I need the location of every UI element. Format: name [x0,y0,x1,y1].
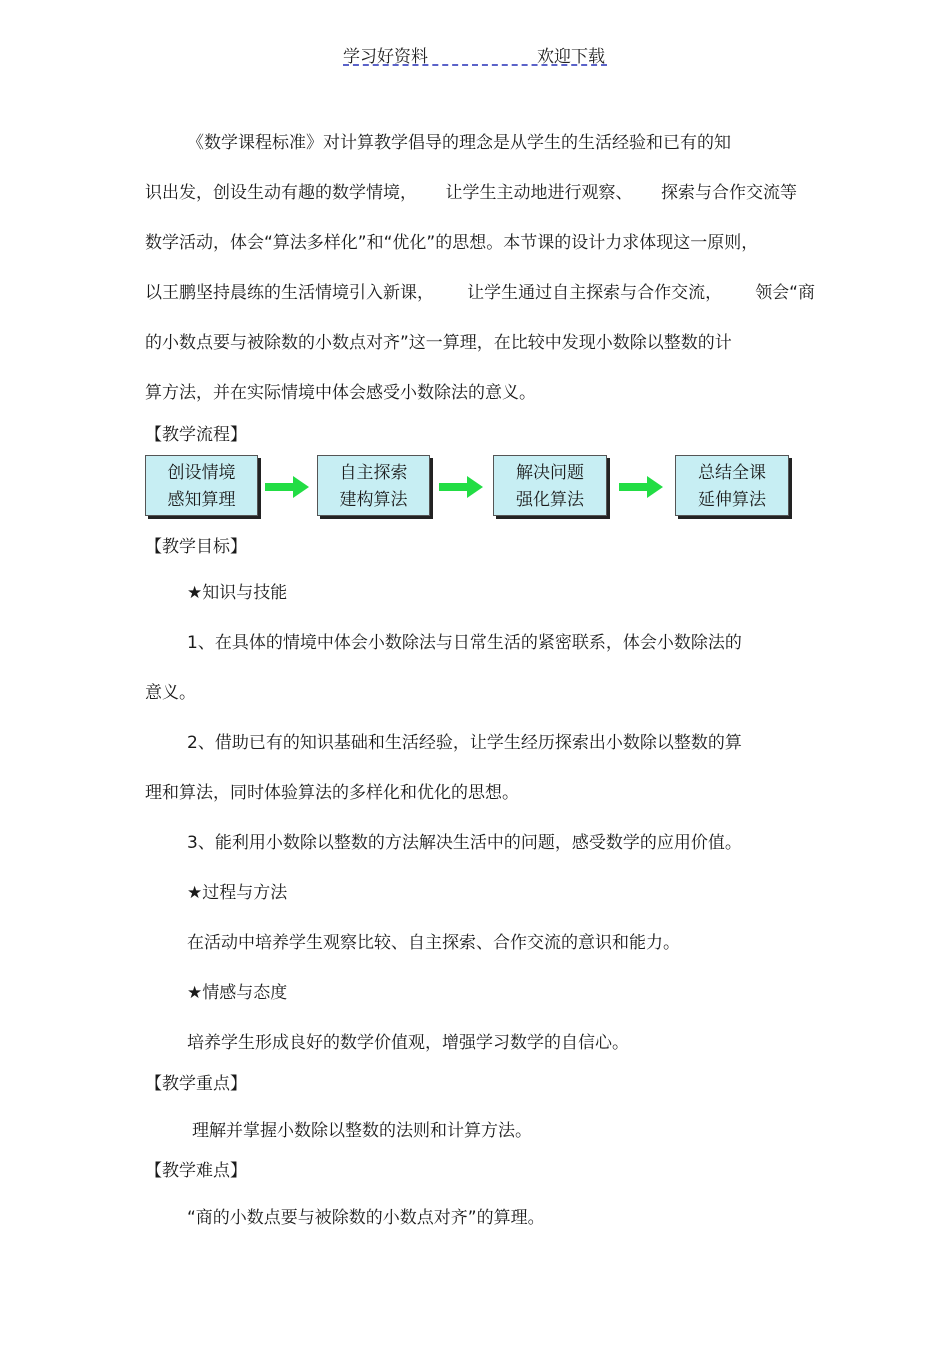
intro-line-4 [145,282,815,304]
intro-line-5: 的小数点要与被除数的小数点对齐”这一算理，在比较中发现小数除以整数的计 [145,333,732,353]
emotion-title: ★情感与态度 [187,983,288,1003]
goal-item-2-line1: 2、借助已有的知识基础和生活经验，让学生经历探索出小数除以整数的算 [187,733,742,753]
goals-heading: 【教学目标】 [145,537,247,557]
goal-item-1-line2: 意义。 [145,683,196,703]
flow-step-2-line1: 自主探索 [339,463,408,483]
key-point-heading: 【教学重点】 [145,1074,247,1094]
intro-line-2 [145,182,797,204]
flow-step-1 [145,455,258,516]
difficulty-heading: 【教学难点】 [145,1161,247,1181]
flow-arrow-2-icon [439,476,483,498]
flow-step-4-line1: 总结全课 [698,463,766,483]
flow-step-3-line2: 强化算法 [516,490,584,510]
flow-arrow-1-icon [265,476,309,498]
intro-line-1: 《数学课程标准》对计算教学倡导的理念是从学生的生活经验和已有的知 [187,133,731,153]
intro-line-3 [145,232,810,254]
process-text: 在活动中培养学生观察比较、自主探索、合作交流的意识和能力。 [187,933,680,953]
goal-item-2-line2: 理和算法，同时体验算法的多样化和优化的思想。 [145,783,519,803]
difficulty-text: “商的小数点要与被除数的小数点对齐”的算理。 [187,1208,545,1228]
header-left-text: 学习好资料 [343,47,428,67]
flow-step-4-line2: 延伸算法 [698,490,766,510]
flow-arrow-3-icon [619,476,663,498]
flow-step-1-line1: 创设情境 [167,463,236,483]
process-title: ★过程与方法 [187,883,288,903]
flow-step-3-line1: 解决问题 [516,463,584,483]
flow-step-2-line2: 建构算法 [339,490,408,510]
header-right-text: 欢迎下载 [537,47,605,67]
flow-step-1-line2: 感知算理 [167,490,236,510]
goal-item-3: 3、能利用小数除以整数的方法解决生活中的问题，感受数学的应用价值。 [187,833,742,853]
text-segment: 让学生通过自主探索与合作交流， [467,283,723,303]
flow-step-3 [493,455,607,516]
flow-step-2 [317,455,430,516]
text-segment: 识出发，创设生动有趣的数学情境， [145,183,417,203]
emotion-text: 培养学生形成良好的数学价值观，增强学习数学的自信心。 [187,1033,629,1053]
text-segment: 领会“商 [755,283,815,303]
knowledge-title: ★知识与技能 [187,583,288,603]
text-segment: 数学活动，体会“算法多样化”和“优化”的思想。本节课的设计力求体现这一原则， [145,233,759,253]
text-segment: 让学生主动地进行观察、 [445,183,633,203]
text-segment: 探索与合作交流等 [661,183,797,203]
goal-item-1-line1: 1、在具体的情境中体会小数除法与日常生活的紧密联系，体会小数除法的 [187,633,742,653]
key-point-text: 理解并掌握小数除以整数的法则和计算方法。 [192,1121,532,1141]
text-segment: 以王鹏坚持晨练的生活情境引入新课， [145,283,434,303]
flow-step-4 [675,455,789,516]
intro-line-6: 算方法，并在实际情境中体会感受小数除法的意义。 [145,383,536,403]
flow-heading: 【教学流程】 [145,425,247,445]
page-header [343,40,607,66]
